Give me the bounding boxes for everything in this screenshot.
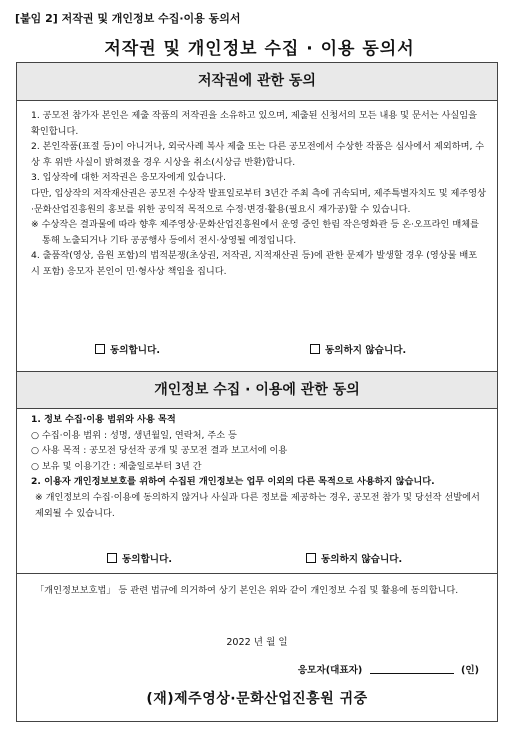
document-title: 저작권 및 개인정보 수집 · 이용 동의서 bbox=[104, 39, 415, 59]
seal-label: (인) bbox=[460, 665, 479, 676]
addressee: (재)제주영상·문화산업진흥원 귀중 bbox=[146, 691, 368, 707]
privacy-agree-checkbox[interactable] bbox=[107, 553, 117, 563]
date-line: 2022 년 월 일 bbox=[226, 637, 288, 648]
privacy-item-1-title: 1. 정보 수집·이용 범위와 사용 목적 bbox=[31, 414, 176, 425]
privacy-item-1-retention: ○ 보유 및 이용기간 : 제출일로부터 3년 간 bbox=[31, 460, 202, 472]
privacy-item-1-purpose: ○ 사용 목적 : 공모전 당선작 공개 및 공모전 결과 보고서에 이용 bbox=[31, 445, 288, 457]
privacy-disagree-option[interactable] bbox=[306, 551, 402, 565]
copyright-agree-option[interactable] bbox=[95, 342, 160, 356]
copyright-disagree-checkbox[interactable] bbox=[310, 344, 320, 354]
copyright-clause-4: 4. 출품작(영상, 음원 포함)의 법적분쟁(초상권, 저작권, 지적재산권 등)에 관한 문제가 발생할 경우 (영상물 배포 시 포함) 응모자 본인이 민·형사상 책임을 집니다. bbox=[31, 250, 478, 277]
privacy-item-2: 2. 이용자 개인정보보호를 위하여 수집된 개인정보는 업무 이외의 다른 목적으로 사용하지 않습니다. bbox=[31, 476, 435, 488]
copyright-clause-1: 1. 공모전 참가자 본인은 제출 작품의 저작권을 소유하고 있으며, 제출된 신청서의 모든 내용 및 문서는 사실임을 확인합니다. bbox=[31, 110, 477, 137]
copyright-disagree-option[interactable] bbox=[310, 342, 406, 356]
section-divider bbox=[17, 573, 497, 574]
copyright-clause-3: 3. 입상작에 대한 저작권은 응모자에게 있습니다. bbox=[31, 172, 226, 184]
privacy-section-body bbox=[31, 412, 487, 521]
copyright-disagree-label: 동의하지 않습니다. bbox=[325, 345, 407, 356]
copyright-agree-label: 동의합니다. bbox=[110, 345, 160, 356]
attachment-label: [붙임 2] 저작권 및 개인정보 수집·이용 동의서 bbox=[15, 12, 241, 25]
privacy-section-heading: 개인정보 수집 · 이용에 관한 동의 bbox=[17, 371, 497, 409]
privacy-disagree-checkbox[interactable] bbox=[306, 553, 316, 563]
closing-statement: 「개인정보보호법」 등 관련 법규에 의거하여 상기 본인은 위와 같이 개인정보 수집 및 활용에 동의합니다. bbox=[35, 585, 459, 596]
privacy-note: ※ 개인정보의 수집·이용에 동의하지 않거나 사실과 다른 정보를 제공하는 경우, 공모전 참가 및 당선작 선발에서 제외될 수 있습니다. bbox=[35, 491, 480, 519]
copyright-clause-3-detail: 다만, 입상작의 저작재산권은 공모전 수상작 발표일로부터 3년간 주최 측에 귀속되며, 제주특별자치도 및 제주영상·문화산업진흥원의 홍보를 위한 공익적 목적으로 수정·변경·활용(필요시 재가공)할 수 있습니다. bbox=[31, 187, 486, 215]
copyright-agree-checkbox[interactable] bbox=[95, 344, 105, 354]
signer-label: 응모자(대표자) bbox=[297, 665, 363, 676]
privacy-disagree-label: 동의하지 않습니다. bbox=[321, 554, 403, 565]
copyright-section-heading: 저작권에 관한 동의 bbox=[17, 63, 497, 101]
signature-line bbox=[298, 662, 479, 676]
consent-form-frame bbox=[16, 62, 498, 722]
copyright-clause-2: 2. 본인작품(표절 등)이 아니거나, 외국사례 복사 제출 또는 다른 공모전에서 수상한 작품은 심사에서 제외하며, 수상 후 위반 사실이 밝혀졌을 경우 시상을 취소(시상금 반환)합니다. bbox=[31, 141, 485, 168]
copyright-note: ※ 수상작은 결과물에 따라 향후 제주영상·문화산업진흥원에서 운영 중인 한림 작은영화관 등 온·오프라인 매체를 통해 노출되거나 기타 공공행사 등에서 전시·상영될 예정입니다. bbox=[31, 219, 479, 246]
privacy-agree-option[interactable] bbox=[107, 551, 172, 565]
privacy-item-1-scope: ○ 수집·이용 범위 : 성명, 생년월일, 연락처, 주소 등 bbox=[31, 429, 237, 441]
copyright-section-body bbox=[31, 108, 487, 280]
signature-field[interactable] bbox=[370, 673, 454, 674]
privacy-agree-label: 동의합니다. bbox=[122, 554, 172, 565]
